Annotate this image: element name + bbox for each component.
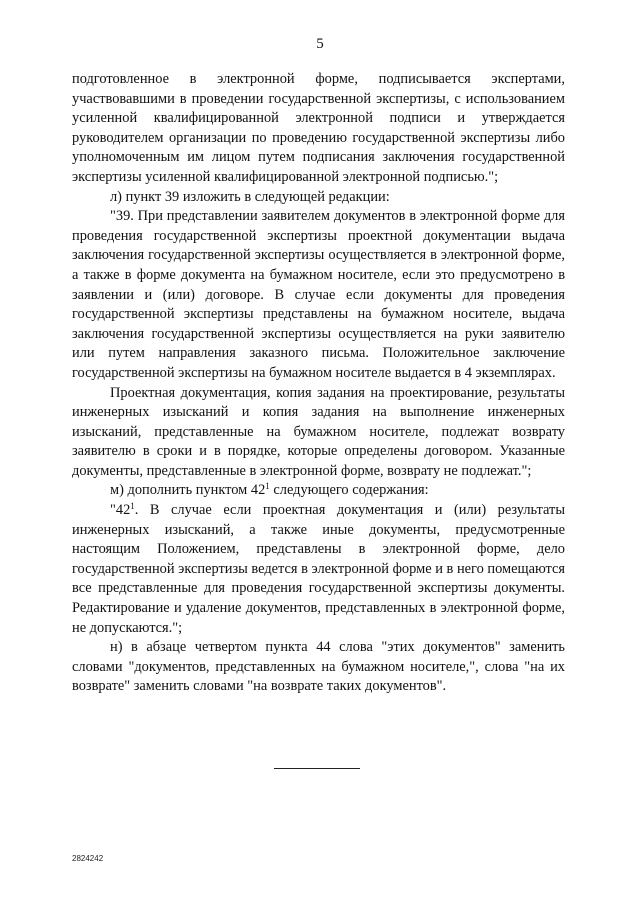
point-42-superscript: 1: [130, 501, 135, 512]
end-separator-line: [274, 768, 360, 769]
page-number: 5: [316, 36, 324, 52]
paragraph-continuation: подготовленное в электронной форме, подписывается экспертами, участвовавшими в проведении государственной экспертизы, с использованием усиленной квалифицированной электронной подписи и утверждается руководителем организации по проведению государственной экспертизы либо уполномоченным им лицом путем подписания заключения государственной экспертизы усиленной квалифицированной электронной подписью.";: [72, 71, 565, 185]
document-body: [72, 70, 565, 697]
paragraph-item-l: л) пункт 39 изложить в следующей редакции:: [110, 188, 390, 205]
paragraph-project-documentation: Проектная документация, копия задания на проектирование, результаты инженерных изысканий и копия задания на выполнение инженерных изысканий, представленные на бумажном носителе, подлежат возврату заявителю в сроки и в порядке, которые определены договором. Указанные документы, представленные в электронной форме, возврату не подлежат.";: [72, 384, 565, 479]
paragraph-item-m: [72, 481, 565, 501]
document-code: 2824242: [72, 854, 104, 863]
item-m-text-end: следующего содержания:: [269, 482, 429, 499]
paragraph-item-n: н) в абзаце четвертом пункта 44 слова "этих документов" заменить словами "документов, представленных на бумажном носителе,", слова "на их возврате" заменить словами "на возврате таких документов".: [72, 639, 565, 695]
point-42-text: . В случае если проектная документация и (или) результаты инженерных изысканий, а также иные документы, предусмотренные настоящим Положением, представлены в электронной форме, дело государственной экспертизы ведется в электронной форме и в него помещаются все представленные для проведения государственной экспертизы документы. Редактирование и удаление документов, представленных в электронной форме, не допускаются.";: [72, 502, 565, 636]
paragraph-point-39: "39. При представлении заявителем документов в электронной форме для проведения государственной экспертизы проектной документации выдача заключения государственной экспертизы осуществляется в электронной форме, а также в форме документа на бумажном носителе, если это предусмотрено в заявлении и (или) договоре. В случае если документы для проведения государственной экспертизы представлены на бумажном носителе, выдача заключения государственной экспертизы осуществляется на руки заявителю или путем направления заказного письма. Положительное заключение государственной экспертизы на бумажном носителе выдается в 4 экземплярах.: [72, 208, 565, 381]
point-42-number: "42: [110, 502, 131, 519]
item-m-superscript: 1: [265, 481, 270, 492]
item-m-text: м) дополнить пунктом 42: [110, 482, 266, 499]
paragraph-point-42-1: [72, 501, 565, 638]
